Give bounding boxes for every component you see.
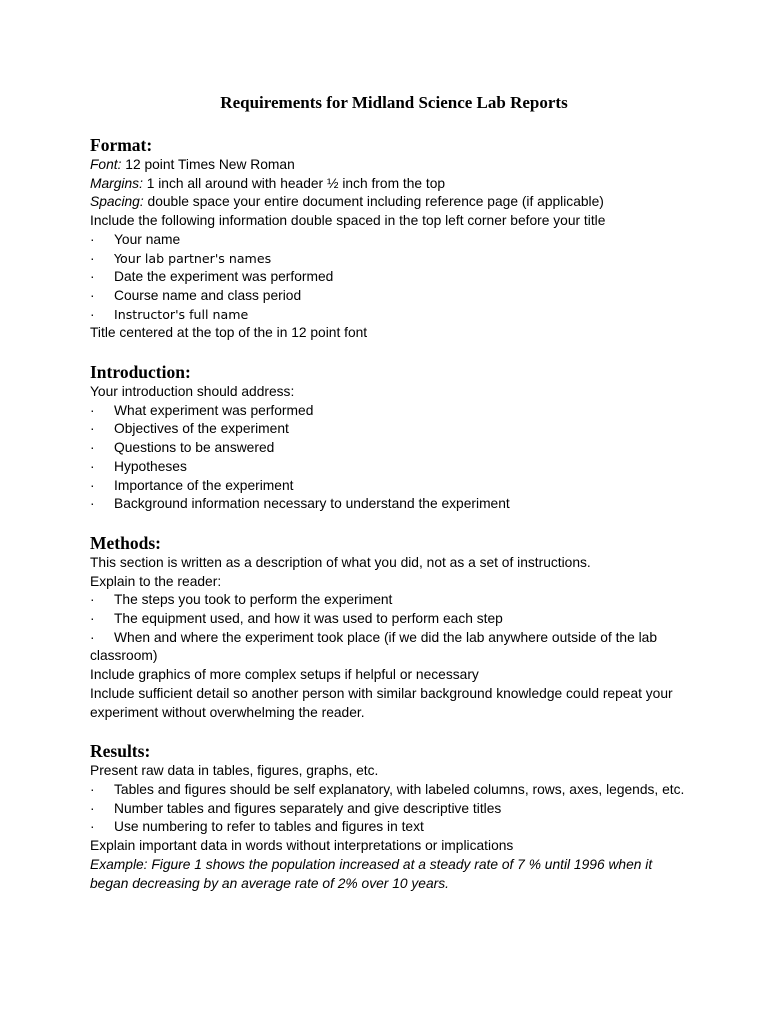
methods-section [90,532,690,722]
results-heading: Results: [90,741,151,762]
list-item [90,420,690,439]
list-item [90,231,690,250]
format-section [90,134,690,343]
methods-detail: Include sufficient detail so another person with similar background knowledge could repeat your experiment without overwhelming the reader. [90,685,673,720]
list-item-text: Date the experiment was performed [114,269,334,285]
list-item-text: Course name and class period [114,287,302,303]
margins-term: Margins: [90,175,143,191]
list-item-text: What experiment was performed [114,402,314,418]
list-item [90,591,690,610]
results-example: Example: Figure 1 shows the population increased at a steady rate of 7 % until 1996 when it began decreasing by an average rate of 2% over 10 years. [90,856,653,891]
list-item-text: Importance of the experiment [114,477,294,493]
list-item [90,629,690,666]
list-item-text: Questions to be answered [114,440,275,456]
list-item [90,268,690,287]
format-heading: Format: [90,135,153,155]
introduction-heading: Introduction: [90,362,191,383]
bullet-icon: · [90,458,95,474]
font-term: Font: [90,157,122,172]
list-item [90,402,690,421]
results-explain: Explain important data in words without interpretations or implications [90,838,514,854]
bullet-icon: · [90,611,95,627]
bullet-icon: · [90,440,95,456]
list-item-text: Use numbering to refer to tables and figures in text [114,819,424,835]
list-item [90,610,690,629]
document-body [90,92,690,911]
list-item-text: Background information necessary to understand the experiment [114,496,510,512]
bullet-icon: · [90,269,95,285]
bullet-icon: · [90,477,95,493]
bullet-icon: · [90,592,95,608]
list-item-text: Your lab partner's names [114,250,272,266]
list-item-text: Hypotheses [114,458,187,474]
spacing-term: Spacing: [90,194,144,210]
font-line [90,156,690,175]
bullet-icon: · [90,781,95,797]
list-item [90,495,690,514]
font-value: 12 point Times New Roman [121,157,295,172]
bullet-icon: · [90,496,95,512]
list-item [90,781,690,800]
list-item [90,818,690,837]
bullet-icon: · [90,800,95,816]
bullet-icon: · [90,402,95,418]
list-item [90,439,690,458]
list-item-text: Your name [114,231,181,247]
document-title: Requirements for Midland Science Lab Reports [220,93,568,112]
methods-graphics: Include graphics of more complex setups if helpful or necessary [90,667,479,683]
list-item-text: The steps you took to perform the experiment [114,592,393,608]
list-item [90,477,690,496]
margins-line [90,175,690,194]
introduction-section [90,361,690,514]
methods-lead: This section is written as a description of what you did, not as a set of instructions. [90,554,591,570]
results-section [90,740,690,893]
bullet-icon: · [90,629,95,645]
list-item [90,800,690,819]
spacing-line [90,193,690,212]
methods-explain: Explain to the reader: [90,573,222,589]
list-item [90,306,690,325]
introduction-lead: Your introduction should address: [90,384,295,400]
margins-value: 1 inch all around with header ½ inch from the top [142,175,446,191]
bullet-icon: · [90,287,95,303]
include-info-line: Include the following information double spaced in the top left corner before your title [90,213,606,229]
bullet-icon: · [90,250,95,266]
list-item-text: Instructor's full name [114,306,249,322]
bullet-icon: · [90,231,95,247]
list-item-text: Tables and figures should be self explanatory, with labeled columns, rows, axes, legends, etc. [114,781,685,797]
list-item-text: Objectives of the experiment [114,421,289,437]
list-item-text: The equipment used, and how it was used to perform each step [114,611,503,627]
list-item [90,458,690,477]
list-item [90,250,690,269]
bullet-icon: · [90,421,95,437]
results-lead: Present raw data in tables, figures, graphs, etc. [90,763,379,779]
spacing-value: double space your entire document including reference page (if applicable) [143,194,604,210]
list-item [90,287,690,306]
methods-heading: Methods: [90,532,161,553]
list-item-text: Number tables and figures separately and give descriptive titles [114,800,502,816]
list-item-text: When and where the experiment took place (if we did the lab anywhere outside of the lab classroom) [90,629,658,664]
bullet-icon: · [90,819,95,835]
bullet-icon: · [90,306,95,322]
title-centered-line: Title centered at the top of the in 12 point font [90,325,368,341]
